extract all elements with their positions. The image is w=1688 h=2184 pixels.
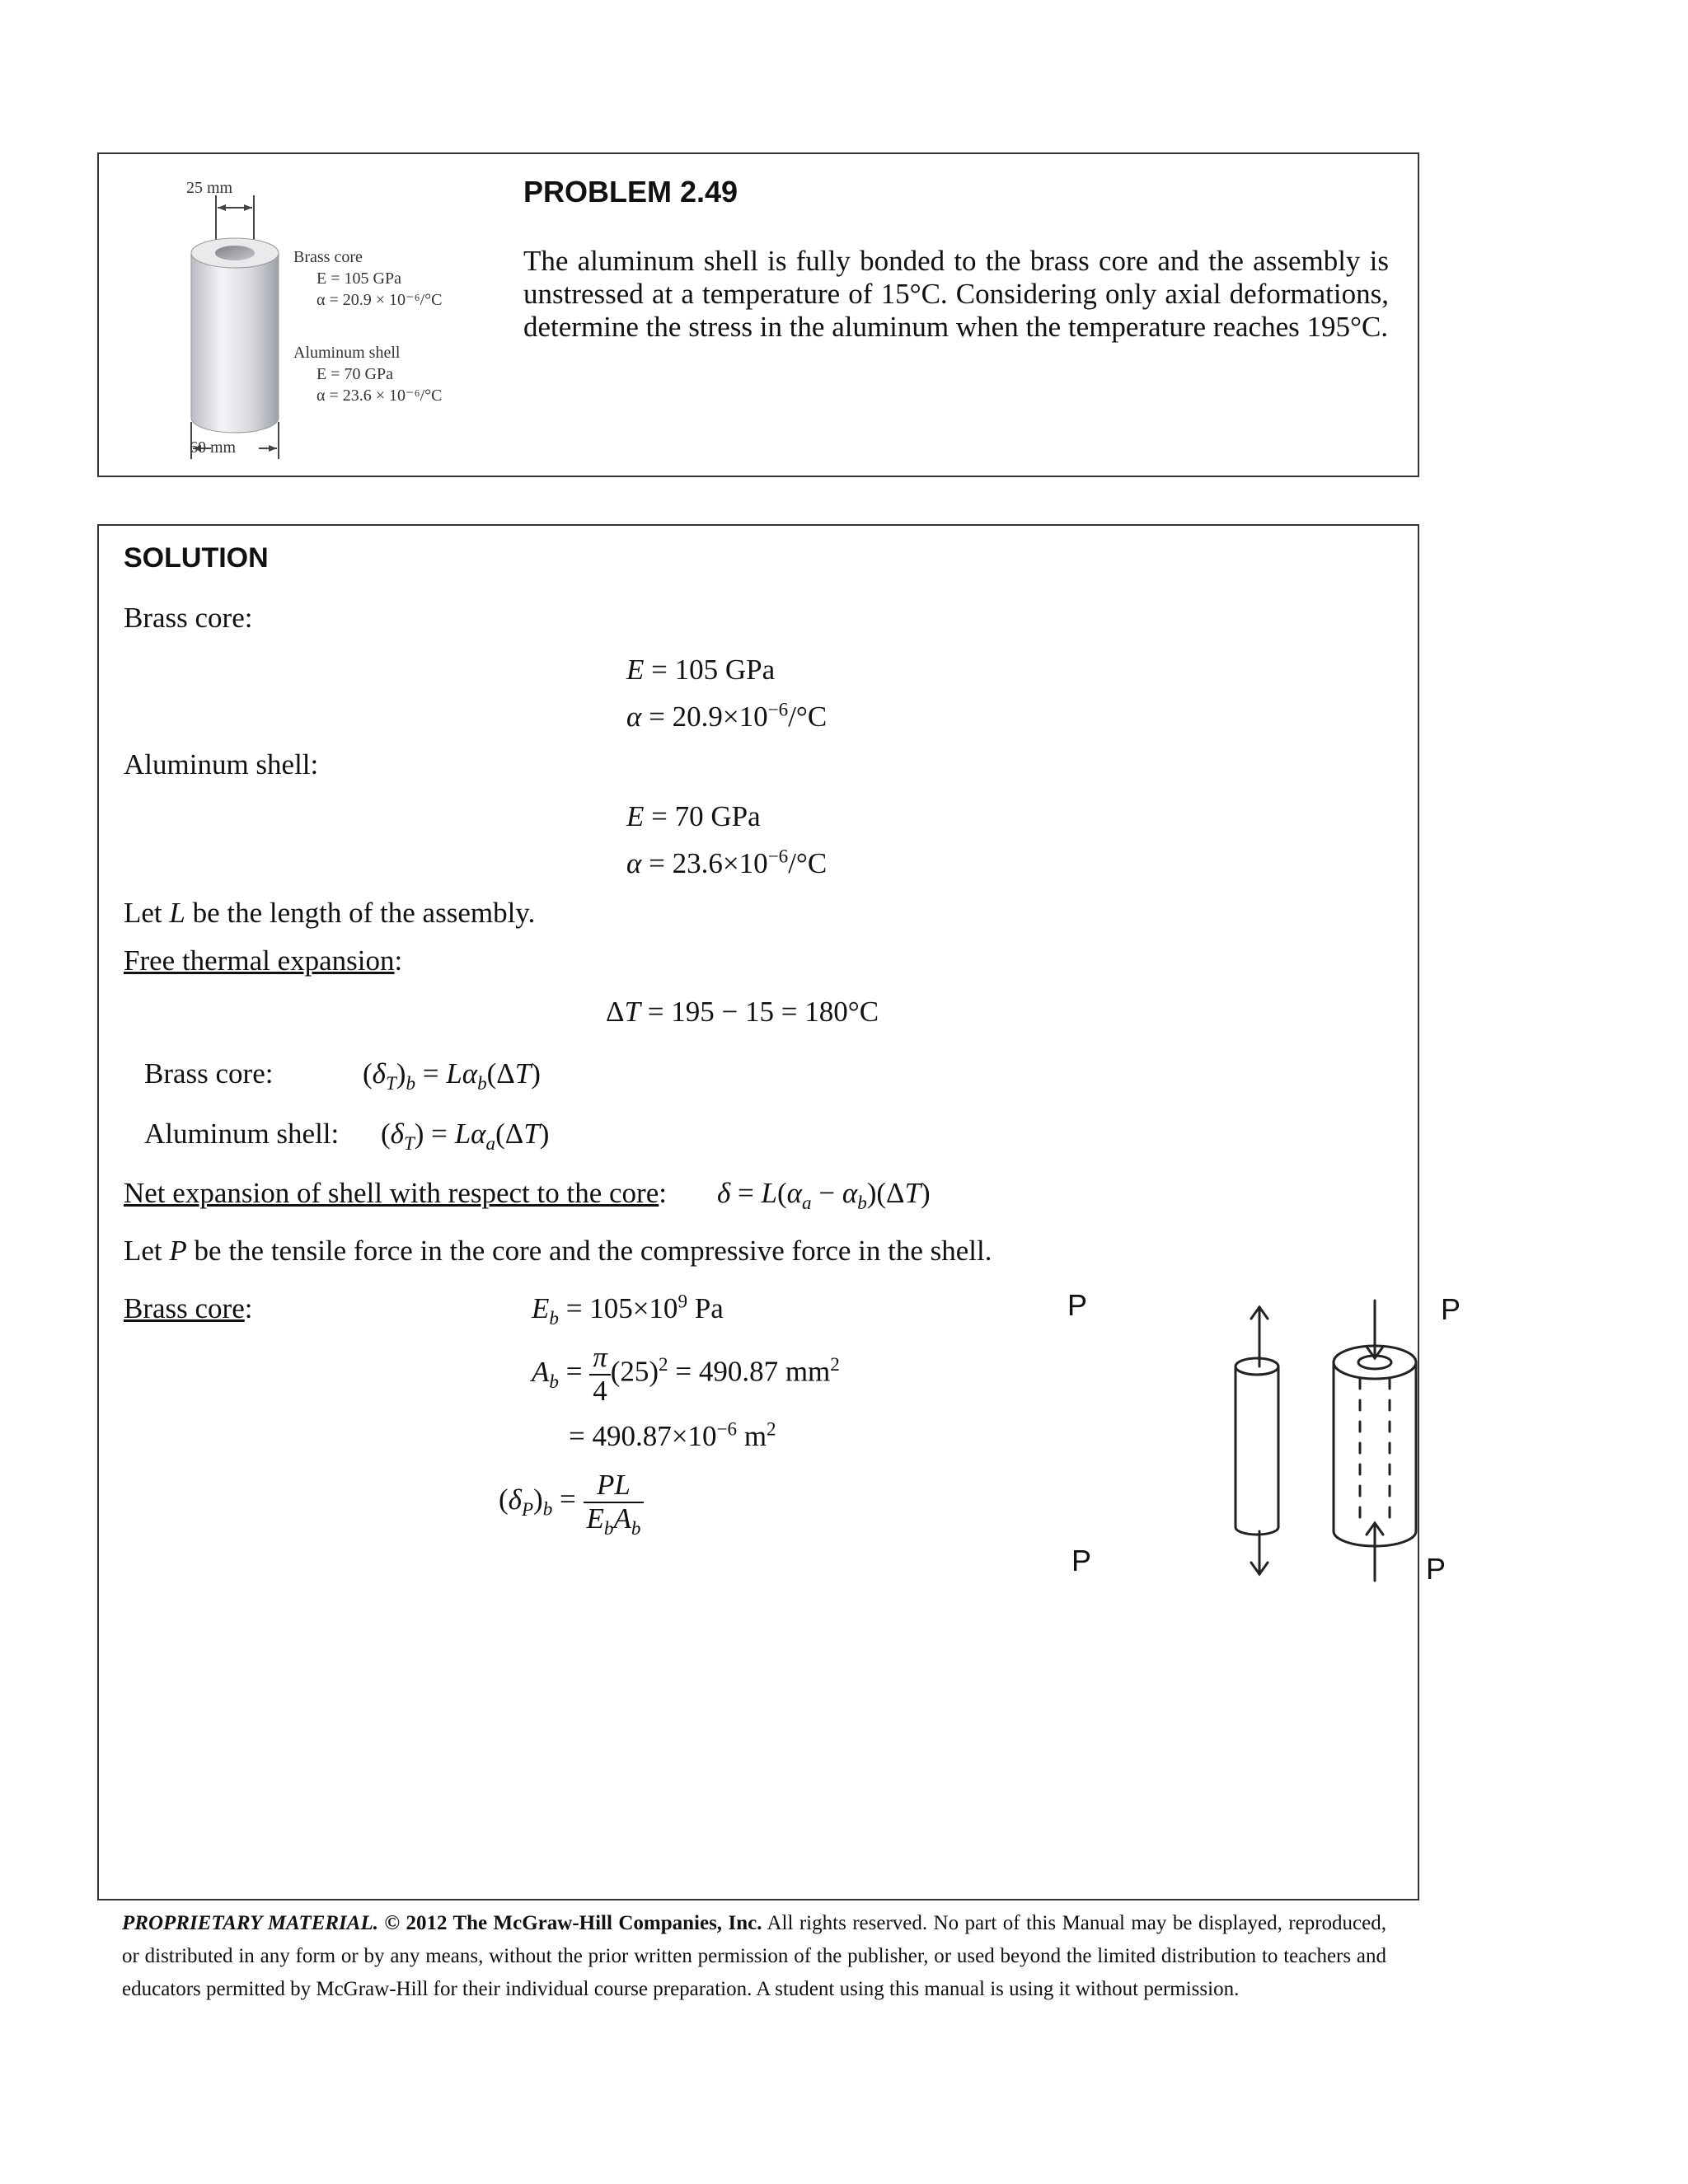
eq-brass-alpha: $\alpha = 20.9\times 10^{-6}/^\circ C$ [626,698,828,733]
eq-Ab: $A_b$ = $\frac{\pi}{4}$ $(25)^2 = 490.87$ $mm^2$ [532,1341,840,1407]
eq-alum-alpha: $\alpha = 23.6\times 10^{-6}/^\circ C$ [626,845,828,879]
alum-label: Aluminum shell [293,344,401,362]
eq-Ab-si: = $490.87\times 10^{-6}$ $m^2$ [569,1418,776,1452]
footer-proprietary: PROPRIETARY MATERIAL. [122,1912,378,1934]
solution-box [97,524,1461,1900]
eq-net-expansion: $\delta = L(\alpha_a - \alpha_b)(\Delta T)$ [717,1177,931,1213]
problem-box [97,152,1419,477]
aluminum-shell-label: Aluminum shell: [124,748,319,780]
problem-figure [140,171,470,467]
brass-core-label: Brass core: [124,602,253,634]
brass-properties [293,246,442,311]
copyright-footer [122,1907,1386,2006]
shell-diameter-label: 60 mm [190,438,237,457]
sketch-label-p-bottom-left: P [1071,1544,1092,1577]
sketch-label-p-top-left: P [1067,1288,1088,1322]
let-P-sentence: Let P be the tensile force in the core and the compressive force in the shell. [124,1235,992,1267]
solution-heading: SOLUTION [124,542,269,574]
aluminum-shell-thermal-label: Aluminum shell: [144,1118,340,1150]
eq-Eb: $E_b = 105\times 10^9$ Pa [532,1290,724,1329]
eq-brass-thermal: $(\delta_T)_b = L\alpha_b(\Delta T)$ [363,1057,541,1094]
problem-statement: The aluminum shell is fully bonded to the brass core and the assembly is unstressed at a temperature of 15°C. Considering only axial deformations, determine the stress in the aluminum when the temperature reaches 195°C. [523,245,1389,343]
net-expansion-label: Net expansion of shell with respect to the core: [124,1177,667,1209]
alum-alpha: α = 23.6 × 10⁻⁶/°C [316,387,443,405]
footer-rights-text: All rights reserved. No part of this Manual may be displayed, reproduced, or distributed in any form or by any means, without the prior written permission of the publisher, or used beyond the limited distribution to teachers and educators permitted by McGraw-Hill for their individual course preparation. A student using this manual is using it without permission. [122,1912,1386,2000]
brass-label: Brass core [293,248,363,266]
brass-core-thermal-label: Brass core: [144,1057,274,1090]
free-thermal-heading: Free thermal expansion: [124,944,403,977]
brass-core-force-label: Brass core: [124,1292,253,1324]
let-L-sentence: Let L be the length of the assembly. [124,897,536,929]
core-diameter-label: 25 mm [186,179,233,197]
eq-brass-E: E = 105 GPa [626,654,776,686]
eq-delta-T: ΔT = 195 − 15 = 180°C [606,996,879,1028]
problem-title: PROBLEM 2.49 [523,175,738,209]
aluminum-properties [293,342,442,406]
brass-E: E = 105 GPa [316,269,401,288]
eq-deltaP-b: $(\delta_P)_b$ = $\frac{PL}{E_bA_b}$ [499,1469,644,1535]
sketch-label-p-bottom-right: P [1426,1552,1447,1586]
eq-alum-E: E = 70 GPa [626,800,761,832]
brass-alpha: α = 20.9 × 10⁻⁶/°C [316,291,443,309]
alum-E: E = 70 GPa [316,365,393,383]
free-body-sketch [1080,1284,1426,1630]
eq-alum-thermal: $(\delta_T) = L\alpha_a(\Delta T)$ [381,1118,550,1154]
sketch-label-p-top-right: P [1441,1292,1461,1326]
footer-copyright: © 2012 The McGraw-Hill Companies, Inc. [377,1912,762,1934]
